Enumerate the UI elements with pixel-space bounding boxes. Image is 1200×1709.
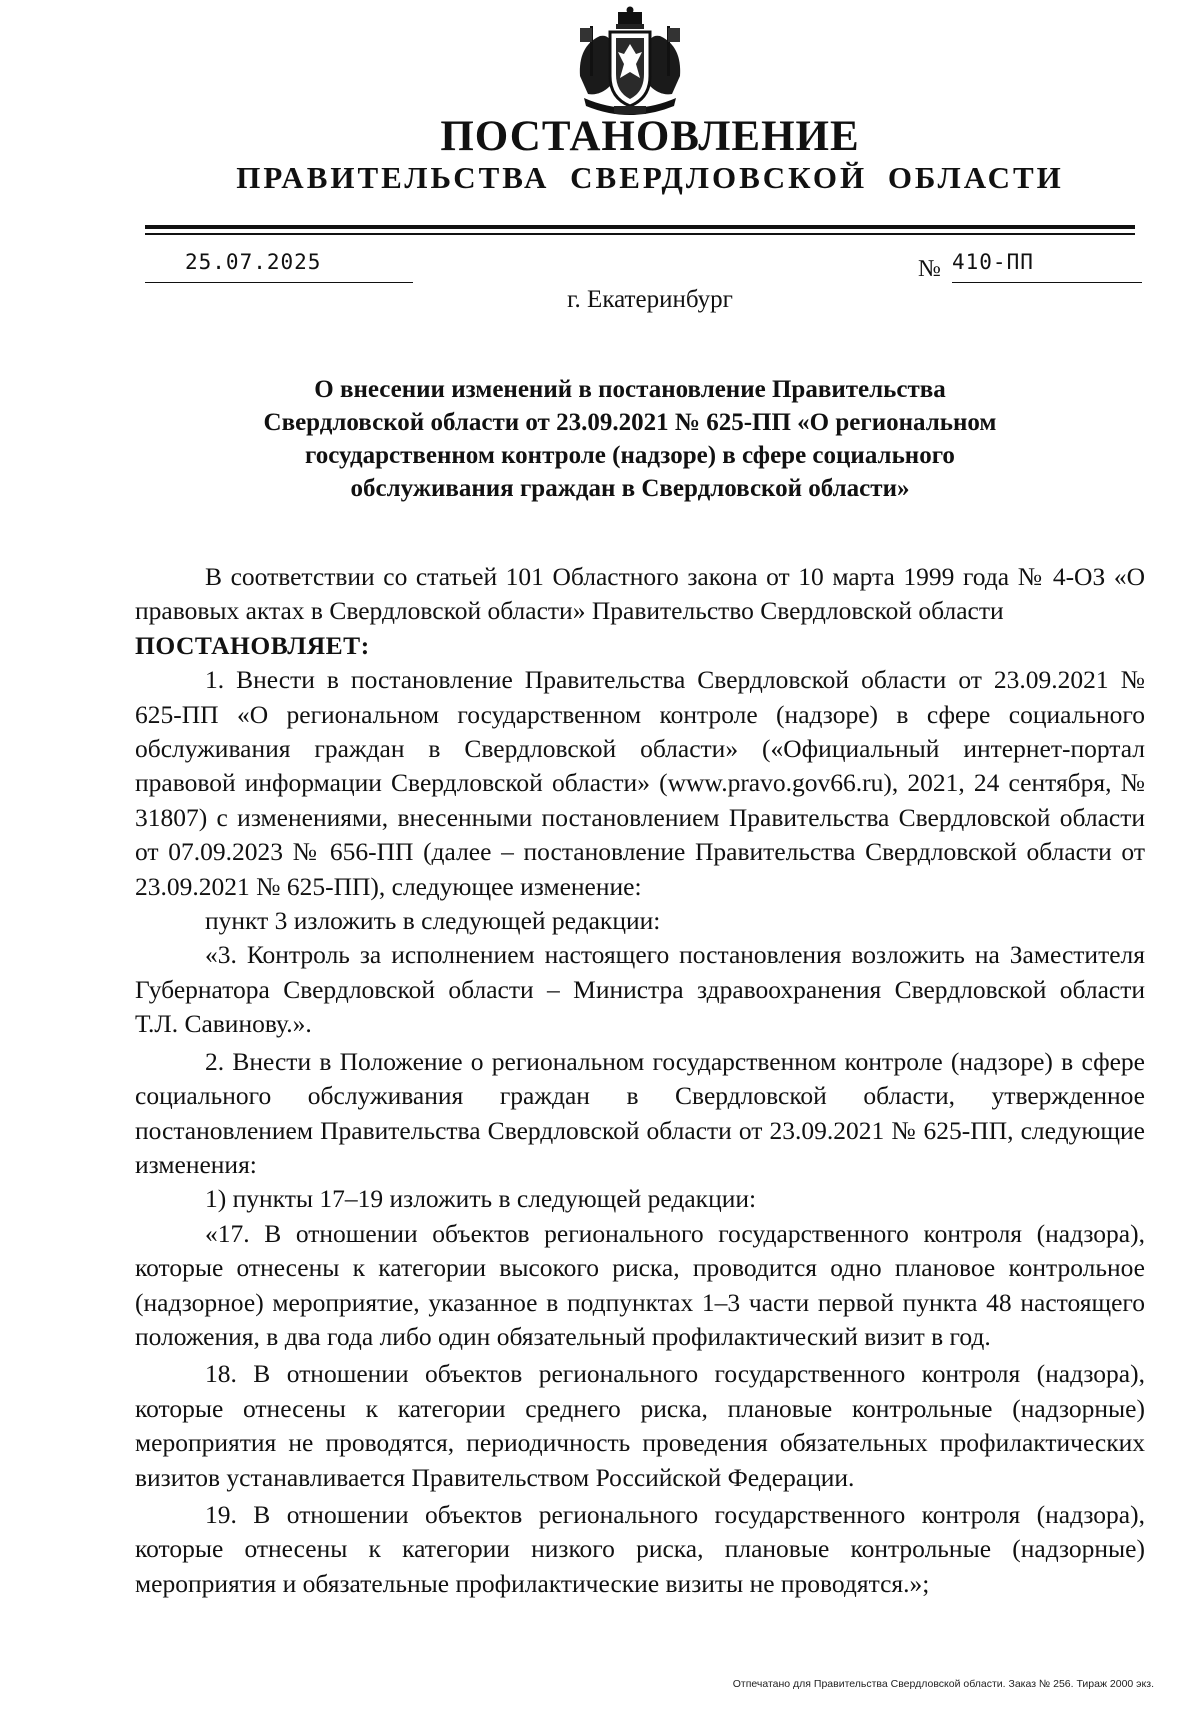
coat-of-arms-icon — [570, 6, 690, 122]
document-date: 25.07.2025 — [185, 250, 322, 274]
document-body — [135, 560, 1145, 1601]
header-divider-thick — [145, 225, 1135, 229]
date-field — [145, 250, 413, 283]
document-number: 410-ПП — [952, 250, 1034, 274]
header-divider-thin — [145, 233, 1135, 235]
body-paragraph: 18. В отношении объектов регионального государственного контроля (надзора), которые отнесены к категории среднего риска, плановые контрольные (надзорные) мероприятия не проводятся, периодичность проведения обязательных профилактических визитов устанавливается Правительством Российской Федерации. — [135, 1359, 1145, 1492]
resolves-word: ПОСТАНОВЛЯЕТ: — [135, 630, 370, 660]
heading-line: О внесении изменений в постановление Правительства — [314, 376, 946, 403]
body-paragraph: пункт 3 изложить в следующей редакции: — [205, 906, 661, 936]
body-paragraph: «17. В отношении объектов регионального государственного контроля (надзора), которые отнесены к категории высокого риска, проводится одно плановое контрольное (надзорное) мероприятие, указанное в подпунктах 1–3 части первой пункта 48 настоящего положения, в два года либо один обязательный профилактический визит в год. — [135, 1218, 1145, 1351]
body-paragraph: 19. В отношении объектов регионального государственного контроля (надзора), которые отнесены к категории низкого риска, плановые контрольные (надзорные) мероприятия и обязательные профилактические визиты не проводятся.»; — [135, 1499, 1145, 1598]
heading-line: государственном контроле (надзоре) в сфере социального — [305, 442, 955, 469]
number-sign: № — [918, 256, 941, 282]
document-type-title: ПОСТАНОВЛЕНИЕ — [440, 113, 860, 160]
body-paragraph: 2. Внести в Положение о региональном государственном контроле (надзоре) в сфере социального обслуживания граждан в Свердловской области, утвержденное постановлением Правительства Свердловской области от 23.09.2021 № 625-ПП, следующие изменения: — [135, 1046, 1145, 1179]
issuing-authority-title: ПРАВИТЕЛЬСТВА СВЕРДЛОВСКОЙ ОБЛАСТИ — [236, 160, 1064, 195]
heading-line: обслуживания граждан в Свердловской области» — [350, 475, 910, 502]
document-heading — [230, 373, 1030, 505]
preamble-paragraph: В соответствии со статьей 101 Областного закона от 10 марта 1999 года № 4-ОЗ «О правовых актах в Свердловской области» Правительство Свердловской области — [135, 562, 1145, 626]
document-city: г. Екатеринбург — [567, 286, 733, 313]
resolves-line — [135, 629, 1145, 663]
print-imprint: Отпечатано для Правительства Свердловской области. Заказ № 256. Тираж 2000 экз. — [732, 1678, 1154, 1690]
body-paragraph: «3. Контроль за исполнением настоящего постановления возложить на Заместителя Губернатора Свердловской области – Министра здравоохранения Свердловской области Т.Л. Савинову.». — [135, 940, 1145, 1039]
body-paragraph: 1. Внести в постановление Правительства Свердловской области от 23.09.2021 № 625-ПП «О региональном государственном контроле (надзоре) в сфере социального обслуживания граждан в Свердловской области» («Официальный интернет-портал правовой информации Свердловской области» (www.pravo.gov66.ru), 2021, 24 сентября, № 31807) с изменениями, внесенными постановлением Правительства Свердловской области от 07.09.2023 № 656-ПП (далее – постановление Правительства Свердловской области от 23.09.2021 № 625-ПП), следующее изменение: — [135, 665, 1145, 901]
body-paragraph: 1) пункты 17–19 изложить в следующей редакции: — [205, 1184, 757, 1214]
heading-line: Свердловской области от 23.09.2021 № 625-ПП «О региональном — [263, 409, 997, 436]
number-field — [952, 250, 1142, 283]
